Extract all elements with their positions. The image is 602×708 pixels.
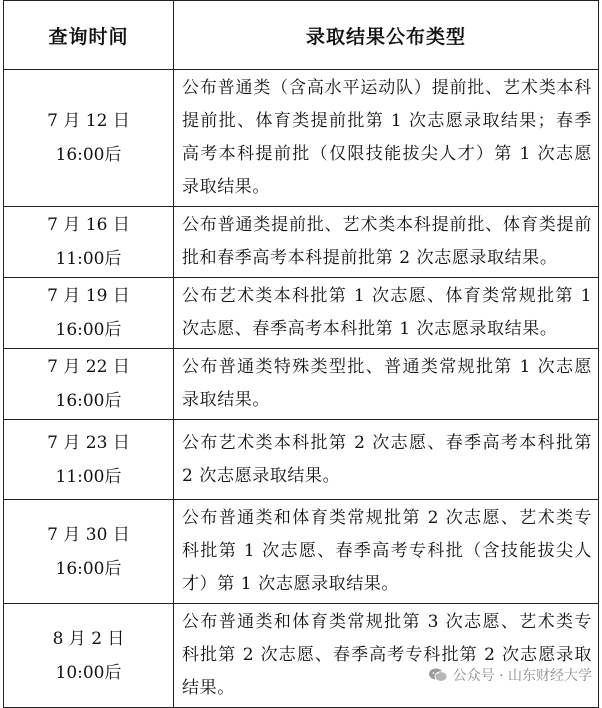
query-date: 7 月 19 日 — [47, 286, 130, 306]
query-time-cell — [4, 278, 174, 349]
wechat-icon — [428, 667, 448, 683]
table-row — [4, 207, 599, 278]
table-row — [4, 70, 599, 207]
query-date: 7 月 23 日 — [47, 432, 130, 453]
query-date: 8 月 2 日 — [52, 628, 125, 649]
table-row — [4, 500, 599, 604]
query-hour: 16:00后 — [55, 145, 122, 165]
table-header-row — [4, 1, 599, 70]
table-row — [4, 420, 599, 500]
query-time-cell — [4, 420, 174, 500]
query-date: 7 月 12 日 — [47, 111, 130, 131]
header-result-type: 录取结果公布类型 — [174, 1, 599, 70]
query-hour: 16:00后 — [55, 320, 122, 340]
query-date: 7 月 22 日 — [47, 357, 130, 377]
result-type-cell: 公布普通类（含高水平运动队）提前批、艺术类本科提前批、体育类提前批第 1 次志愿录取结果；春季高考本科提前批（仅限技能拔尖人才）第 1 次志愿录取结果。 — [174, 70, 599, 207]
result-type-cell: 公布普通类提前批、艺术类本科提前批、体育类提前批和春季高考本科提前批第 2 次志愿录取结果。 — [174, 207, 599, 278]
query-hour: 10:00后 — [55, 662, 122, 683]
header-query-time: 查询时间 — [4, 1, 174, 70]
query-time-cell — [4, 349, 174, 420]
query-hour: 11:00后 — [55, 249, 122, 269]
query-time-cell — [4, 500, 174, 604]
query-date: 7 月 16 日 — [47, 215, 130, 235]
query-time-cell — [4, 207, 174, 278]
table-row — [4, 604, 599, 708]
query-hour: 16:00后 — [55, 558, 122, 579]
wechat-watermark — [428, 665, 592, 685]
result-type-cell: 公布艺术类本科批第 2 次志愿、春季高考本科批第 2 次志愿录取结果。 — [174, 420, 599, 500]
table-row — [4, 349, 599, 420]
table-row — [4, 278, 599, 349]
result-type-cell: 公布艺术类本科批第 1 次志愿、体育类常规批第 1 次志愿、春季高考本科批第 1 次志愿录取结果。 — [174, 278, 599, 349]
query-hour: 11:00后 — [55, 466, 122, 487]
admission-schedule-table — [3, 0, 599, 708]
result-type-cell: 公布普通类和体育类常规批第 2 次志愿、艺术类专科批第 1 次志愿、春季高考专科批（含技能拔尖人才）第 1 次志愿录取结果。 — [174, 500, 599, 604]
watermark-text: 公众号 · 山东财经大学 — [452, 668, 592, 684]
query-time-cell — [4, 604, 174, 708]
result-type-cell: 公布普通类特殊类型批、普通类常规批第 1 次志愿录取结果。 — [174, 349, 599, 420]
result-type-cell: 公布普通类和体育类常规批第 3 次志愿、艺术类专科批第 2 次志愿、春季高考专科批第 2 次志愿录取结果。 — [174, 604, 599, 708]
query-hour: 16:00后 — [55, 391, 122, 411]
query-date: 7 月 30 日 — [47, 524, 130, 545]
query-time-cell — [4, 70, 174, 207]
